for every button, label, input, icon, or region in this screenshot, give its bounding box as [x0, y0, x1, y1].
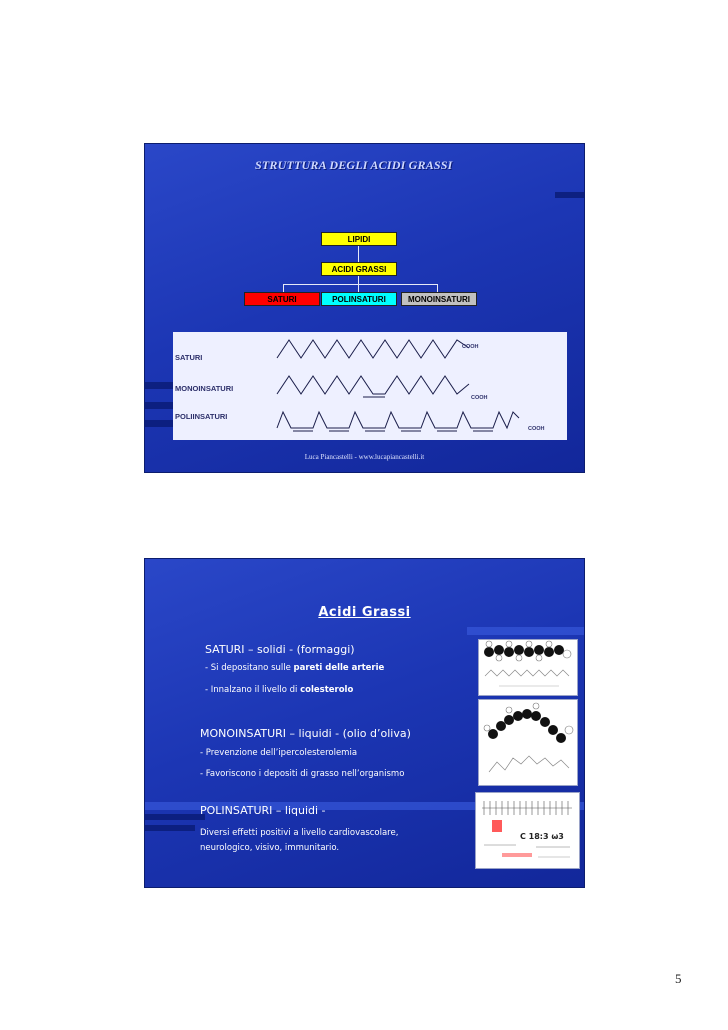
- row-label-monoinsaturi: MONOINSATURI: [175, 384, 234, 393]
- chain-panel: [173, 332, 567, 440]
- connector-line: [358, 246, 359, 262]
- molecule-illustration: [479, 640, 577, 695]
- bold-text: colesterolo: [300, 685, 354, 695]
- connector-line: [437, 284, 438, 292]
- polyunsaturated-chain: [277, 412, 519, 428]
- decor-bar: [555, 192, 584, 198]
- cooh-label: COOH: [462, 344, 479, 350]
- mono-line-1: - Prevenzione dell’ipercolesterolemia: [200, 748, 358, 758]
- poli-line-1: Diversi effetti positivi a livello cardiovascolare,: [200, 828, 399, 838]
- molecule-illustration: [476, 793, 579, 868]
- decor-bar: [467, 627, 584, 635]
- connector-line: [283, 284, 284, 292]
- mono-line-2: - Favoriscono i depositi di grasso nell’organismo: [200, 769, 405, 779]
- cooh-label: COOH: [471, 395, 488, 401]
- molecule-illustration: [479, 700, 577, 785]
- saturated-molecule-image: [478, 639, 578, 696]
- decor-bar: [145, 814, 205, 820]
- lipidi-box: LIPIDI: [321, 232, 397, 246]
- saturi-line-2: [205, 685, 353, 695]
- bold-text: pareti delle arterie: [293, 663, 385, 673]
- acidi-grassi-box: ACIDI GRASSI: [321, 262, 397, 276]
- polyunsaturated-molecule-image: [475, 792, 580, 869]
- polinsaturi-box: POLINSATURI: [321, 292, 397, 306]
- formula-label: C 18:3 ω3: [520, 832, 564, 841]
- saturi-line-1: [205, 663, 384, 673]
- slide-title: STRUTTURA DEGLI ACIDI GRASSI: [255, 158, 453, 172]
- monounsaturated-chain: [277, 376, 469, 394]
- connector-line: [283, 284, 437, 285]
- slide-footer: Luca Piancastelli - www.lucapiancastelli.it: [304, 453, 425, 461]
- slide-acidi-grassi: [144, 558, 585, 888]
- monounsaturated-molecule-image: [478, 699, 578, 786]
- text-span: - Innalzano il livello di: [205, 685, 301, 695]
- decor-bar: [145, 825, 195, 831]
- row-label-saturi: SATURI: [175, 353, 203, 362]
- connector-line: [358, 276, 359, 284]
- decor-bar: [145, 402, 175, 409]
- poli-heading: POLINSATURI – liquidi -: [200, 804, 326, 817]
- text-span: - Si depositano sulle: [205, 663, 294, 673]
- monoinsaturi-box: MONOINSATURI: [401, 292, 477, 306]
- row-label-poliinsaturi: POLIINSATURI: [175, 412, 228, 421]
- saturi-heading: SATURI – solidi - (formaggi): [205, 643, 355, 656]
- connector-line: [358, 284, 359, 292]
- slide-title: Acidi Grassi: [318, 605, 411, 620]
- poli-line-2: neurologico, visivo, immunitario.: [200, 843, 340, 853]
- saturated-chain: [277, 340, 469, 358]
- slide-fatty-acid-structure: [144, 143, 585, 473]
- page-number: 5: [675, 971, 682, 986]
- mono-heading: MONOINSATURI – liquidi - (olio d’oliva): [200, 727, 411, 740]
- cooh-label: COOH: [528, 426, 545, 432]
- saturi-box: SATURI: [244, 292, 320, 306]
